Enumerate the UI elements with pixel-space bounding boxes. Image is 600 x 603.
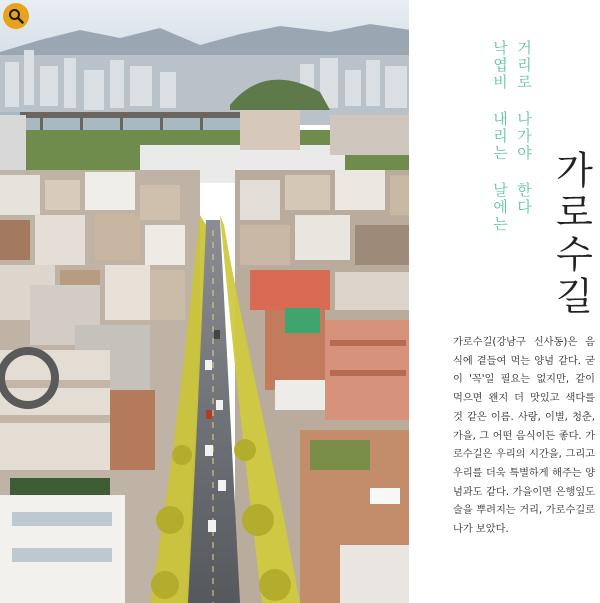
page-title: 가로수길 bbox=[549, 150, 593, 318]
subtitle-line-2: 낙엽비 내리는 날에는 bbox=[491, 40, 509, 233]
search-icon[interactable] bbox=[3, 3, 29, 29]
subtitle-line-1: 거리로 나가야 한다 bbox=[515, 40, 533, 216]
magnifier-glyph bbox=[8, 8, 24, 24]
article-body: 가로수길(강남구 신사동)은 음식에 곁들여 먹는 양념 같다. 굳이 '꼭'일 필요는 없지만, 같이 먹으면 왠지 더 맛있고 색다를 것 같은 이름. 사랑, 이별, 청춘, 가을, 그 어떤 음식이든 좋다. 가로수길은 우리의 시간을, 그리고 우리를 더욱 특별하게 해주는 양념과도 같다. 가을이면 은행잎도 술을 뿌려지는 거리, 가로수길로 나가 보았다. bbox=[453, 337, 595, 536]
